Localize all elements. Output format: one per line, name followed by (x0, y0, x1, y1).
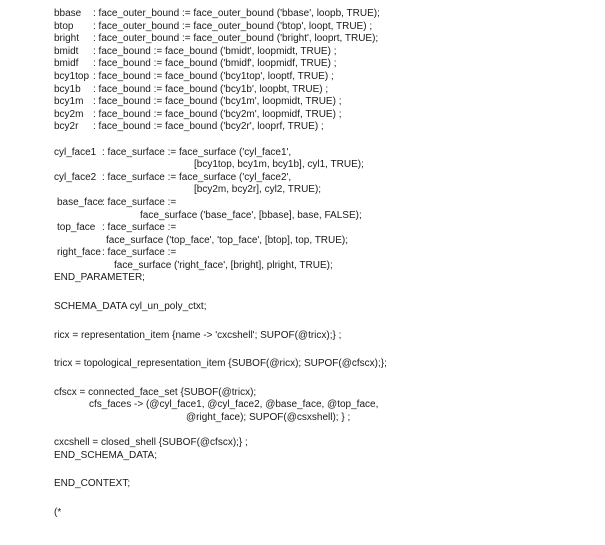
statement: : face_bound := face_bound ('bcy1b', loopbt, TRUE) ; (93, 83, 329, 95)
statement: : face_bound := face_bound ('bcy1top', looptf, TRUE) ; (93, 70, 334, 82)
code-line-base-face-cont (54, 210, 594, 223)
statement-continuation: @right_face); SUPOF(@csxshell); } ; (186, 412, 351, 424)
statement: : face_bound := face_bound ('bcy2m', loopmidf, TRUE) ; (93, 108, 342, 120)
statement: : face_bound := face_bound ('bcy2r', looprf, TRUE) ; (93, 121, 324, 133)
code-line-bright (54, 33, 594, 46)
identifier: bcy1top (54, 70, 90, 82)
code-line-cxcshell (54, 437, 594, 450)
statement-continuation: face_surface ('base_face', [bbase], base, FALSE); (140, 209, 362, 221)
code-line-cfscx-faces (54, 399, 594, 412)
code-line-end-schema-data (54, 450, 594, 463)
statement: ricx = representation_item {name -> 'cxcshell'; SUPOF(@tricx);} ; (54, 329, 342, 341)
identifier: right_face (57, 247, 101, 259)
statement: : face_bound := face_bound ('bcy1m', loopmidt, TRUE) ; (93, 96, 342, 108)
code-line-end-context (54, 478, 594, 491)
statement: : face_surface := face_surface ('cyl_face1', (102, 146, 292, 158)
identifier: bmidt (54, 45, 79, 57)
code-line-bmidt (54, 46, 594, 59)
blank-line (54, 134, 594, 147)
identifier: base_face (57, 196, 104, 208)
code-line-right-face (54, 247, 594, 260)
keyword-statement: END_CONTEXT; (54, 478, 131, 490)
identifier: bcy1b (54, 83, 81, 95)
statement: : face_surface := (102, 196, 177, 208)
code-line-comment-open (54, 507, 594, 520)
identifier: top_face (57, 222, 96, 234)
code-line-bbase (54, 8, 594, 21)
code-line-cfscx (54, 387, 594, 400)
statement: : face_outer_bound := face_outer_bound ('btop', loopt, TRUE) ; (93, 20, 373, 32)
statement: : face_outer_bound := face_outer_bound ('bright', looprt, TRUE); (93, 33, 379, 45)
code-line-tricx (54, 358, 594, 371)
code-line-right-face-cont (54, 260, 594, 273)
code-line-bcy1b (54, 84, 594, 97)
statement: : face_bound := face_bound ('bmidt', loopmidt, TRUE) ; (93, 45, 337, 57)
statement-continuation: [bcy2m, bcy2r], cyl2, TRUE); (194, 184, 322, 196)
keyword-statement: END_SCHEMA_DATA; (54, 449, 157, 461)
statement: cxcshell = closed_shell {SUBOF(@cfscx);} ; (54, 437, 248, 449)
identifier: bbase (54, 8, 82, 19)
code-line-bmidf (54, 58, 594, 71)
keyword-statement: END_PARAMETER; (54, 272, 145, 284)
statement: cfscx = connected_face_set {SUBOF(@tricx); (54, 386, 257, 398)
identifier: cyl_face2 (54, 171, 97, 183)
identifier: cyl_face1 (54, 146, 97, 158)
blank-line (54, 491, 594, 507)
code-line-end-parameter (54, 272, 594, 285)
code-line-cyl-face2-cont (54, 184, 594, 197)
code-line-cyl-face2 (54, 172, 594, 185)
blank-line (54, 371, 594, 387)
code-line-bcy2m (54, 109, 594, 122)
code-line-top-face-cont (54, 235, 594, 248)
code-line-cfscx-faces-cont (54, 412, 594, 425)
identifier: bcy2r (54, 121, 79, 133)
statement: : face_surface := (102, 247, 177, 259)
blank-line (54, 342, 594, 358)
code-line-top-face (54, 222, 594, 235)
code-line-btop (54, 21, 594, 34)
blank-line (54, 314, 594, 330)
statement: : face_outer_bound := face_outer_bound ('bbase', loopb, TRUE); (93, 8, 380, 19)
statement: : face_bound := face_bound ('bmidf', loopmidf, TRUE) ; (93, 58, 337, 70)
code-listing (54, 8, 594, 520)
statement-continuation: cfs_faces -> (@cyl_face1, @cyl_face2, @base_face, @top_face, (89, 399, 379, 411)
code-line-cyl-face1-cont (54, 159, 594, 172)
comment-marker: (* (54, 507, 62, 518)
code-line-cyl-face1 (54, 147, 594, 160)
blank-line (54, 462, 594, 478)
identifier: btop (54, 20, 74, 32)
code-line-bcy1top (54, 71, 594, 84)
statement: tricx = topological_representation_item {SUBOF(@ricx); SUPOF(@cfscx);}; (54, 358, 387, 370)
statement-continuation: face_surface ('top_face', 'top_face', [btop], top, TRUE); (106, 234, 349, 246)
statement-continuation: face_surface ('right_face', [bright], plright, TRUE); (114, 259, 333, 271)
identifier: bcy1m (54, 96, 84, 108)
blank-line (54, 285, 594, 301)
keyword-statement: SCHEMA_DATA cyl_un_poly_ctxt; (54, 301, 207, 313)
statement-continuation: [bcy1top, bcy1m, bcy1b], cyl1, TRUE); (194, 159, 364, 171)
code-line-bcy2r (54, 121, 594, 134)
statement: : face_surface := face_surface ('cyl_face2', (102, 171, 292, 183)
identifier: bright (54, 33, 80, 45)
code-line-base-face (54, 197, 594, 210)
code-line-bcy1m (54, 96, 594, 109)
statement: : face_surface := (102, 222, 177, 234)
code-line-schema-data (54, 301, 594, 314)
blank-line (54, 425, 594, 438)
identifier: bmidf (54, 58, 79, 70)
identifier: bcy2m (54, 108, 84, 120)
code-line-ricx (54, 330, 594, 343)
